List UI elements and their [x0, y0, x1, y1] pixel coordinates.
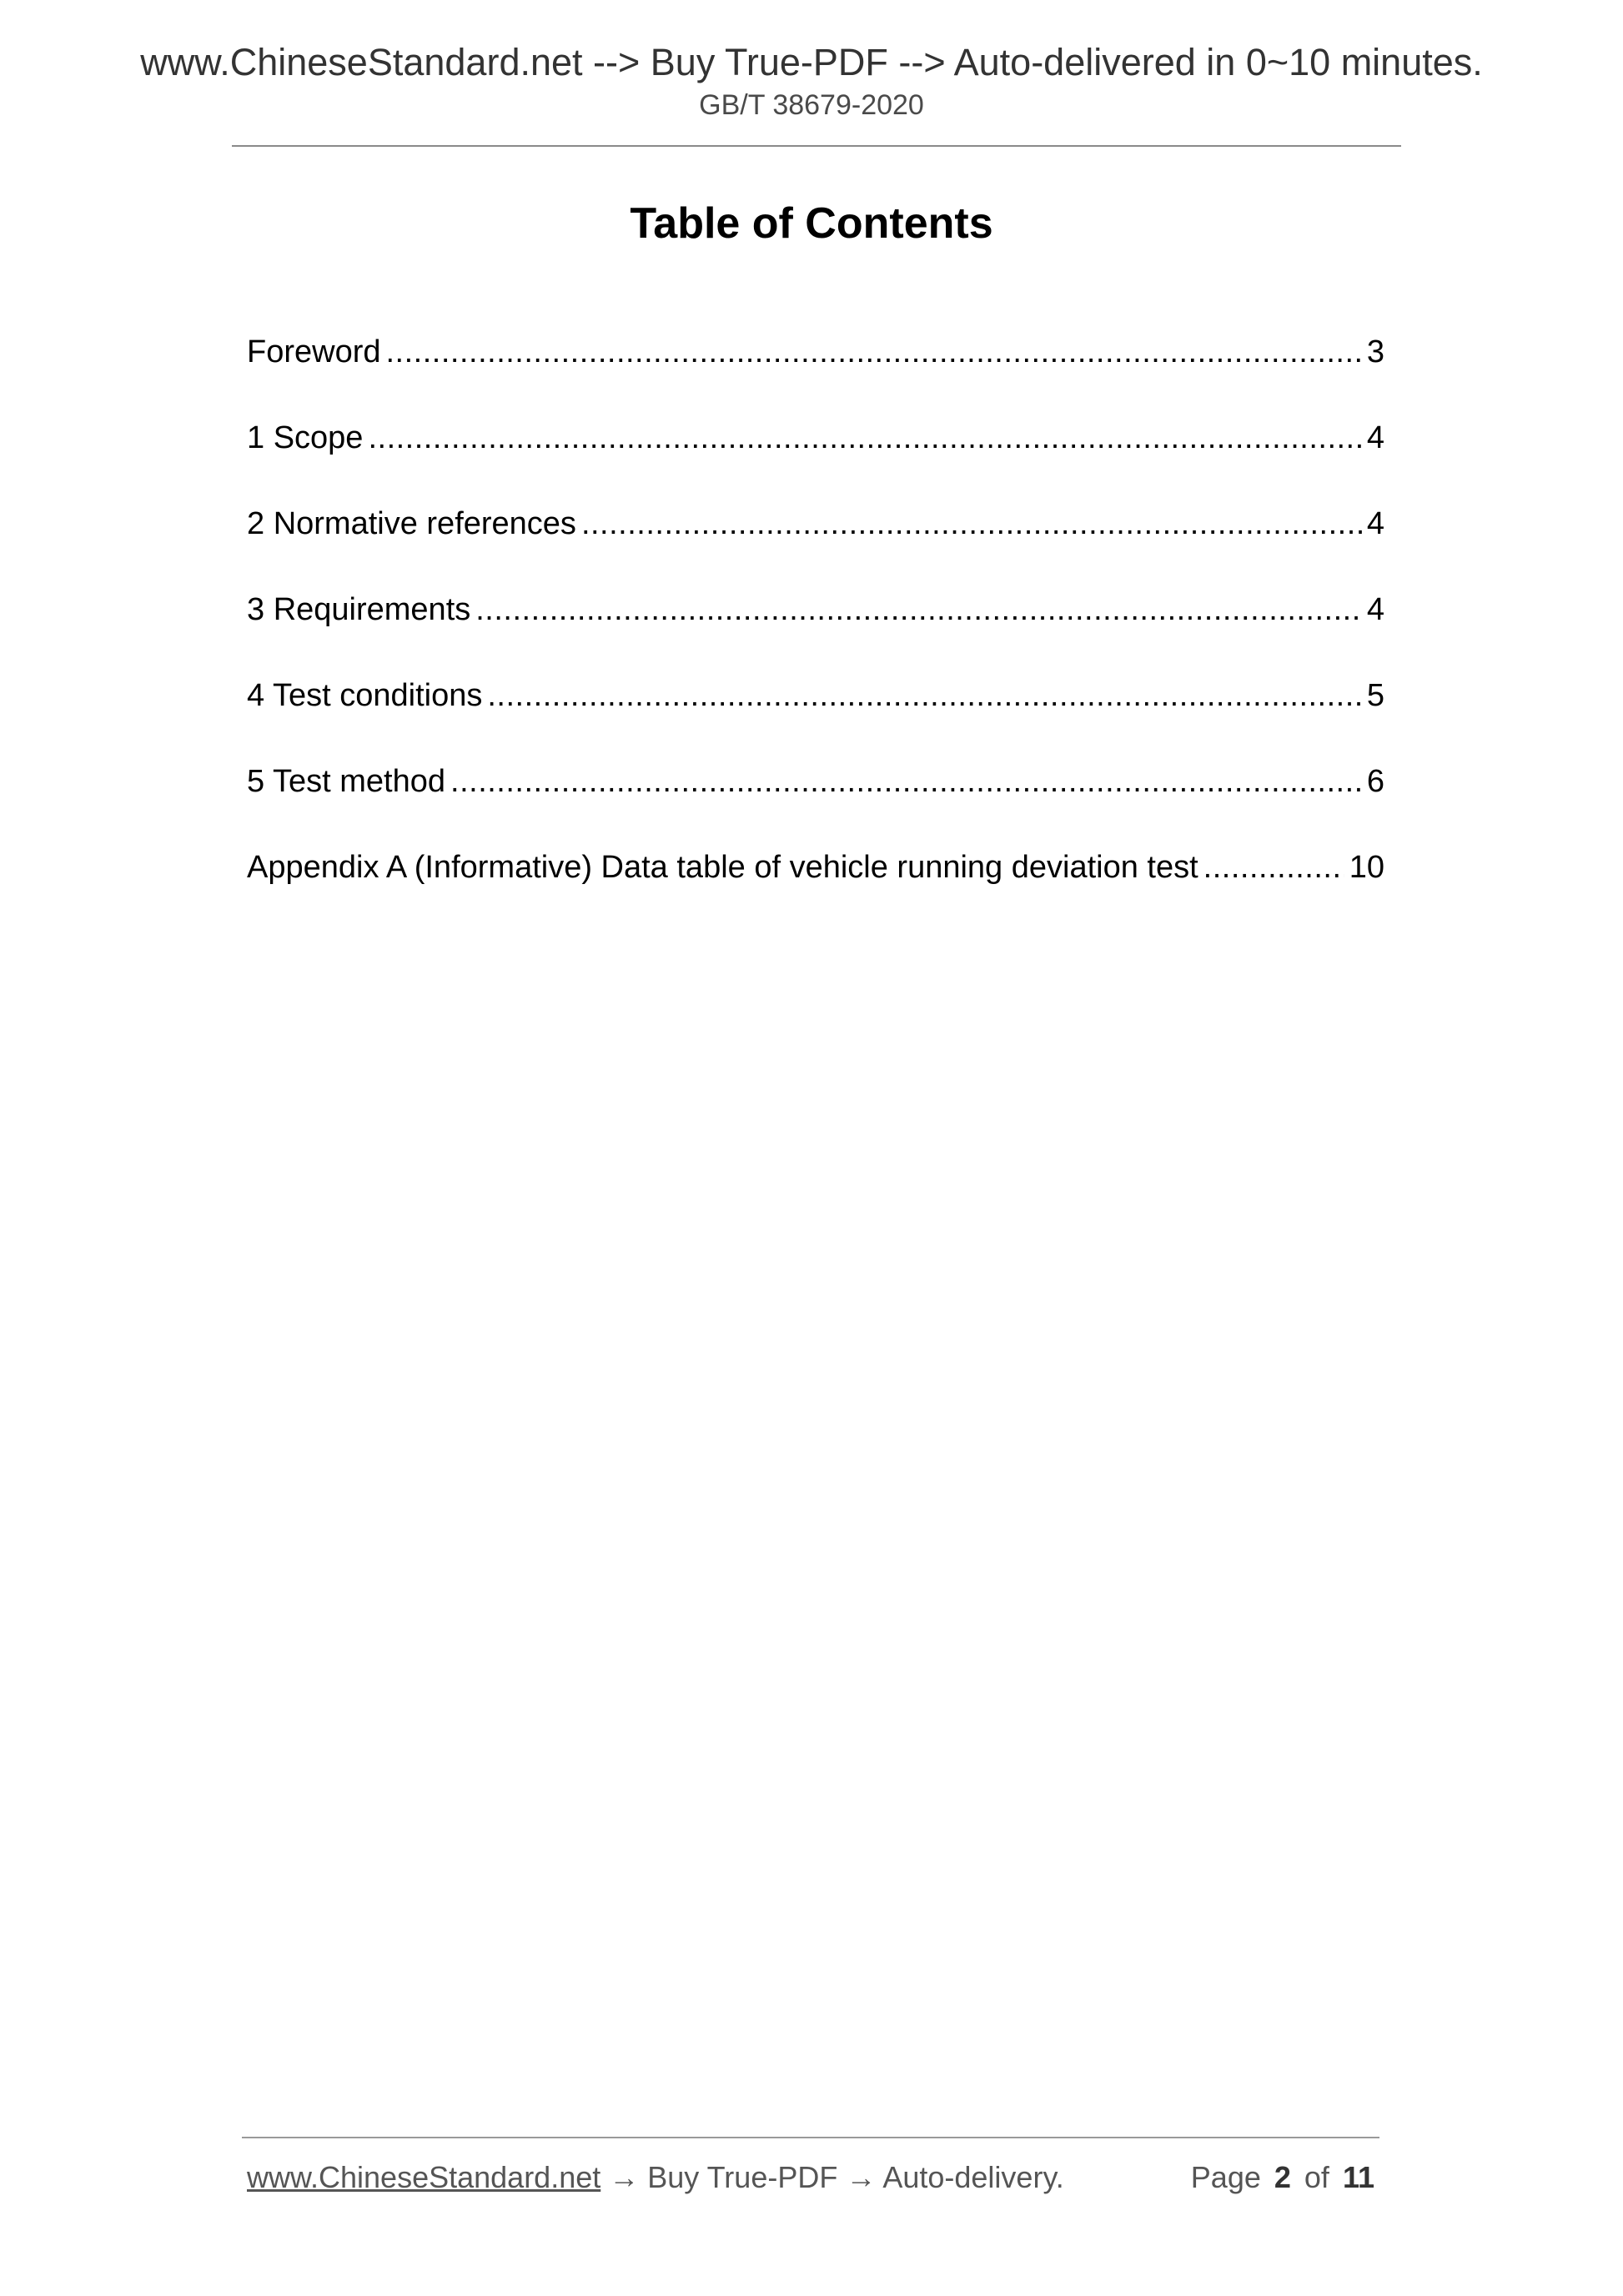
dot-leader	[386, 327, 1362, 377]
toc-entry-appendix-a[interactable]	[247, 842, 1384, 928]
dot-leader	[1203, 842, 1344, 892]
toc-entry-page: 5	[1366, 678, 1384, 713]
toc-entry-page: 10	[1349, 850, 1384, 885]
dot-leader	[368, 413, 1361, 463]
page-title: Table of Contents	[630, 199, 993, 248]
toc-entry-title: 3 Requirements	[247, 592, 471, 627]
toc-entry-title: 4 Test conditions	[247, 678, 483, 713]
toc-entry-test-method[interactable]	[247, 756, 1384, 842]
total-pages-number: 11	[1342, 2160, 1374, 2194]
toc-entry-title: Foreword	[247, 334, 381, 369]
header-divider	[232, 145, 1401, 147]
dot-leader	[475, 585, 1362, 635]
dot-leader	[581, 499, 1362, 549]
toc-entry-page: 3	[1366, 334, 1384, 369]
toc-entry-page: 4	[1366, 420, 1384, 455]
toc-entry-title: 1 Scope	[247, 420, 364, 455]
footer-divider	[242, 2137, 1379, 2138]
toc-entry-page: 4	[1366, 592, 1384, 627]
current-page-number: 2	[1274, 2160, 1291, 2194]
site-banner: www.ChineseStandard.net --> Buy True-PDF --> Auto-delivered in 0~10 minutes.	[140, 41, 1483, 83]
toc-entry-normative-references[interactable]	[247, 499, 1384, 585]
footer-left	[247, 2157, 1064, 2198]
site-link[interactable]: www.ChineseStandard.net	[247, 2160, 601, 2194]
toc-entry-page: 4	[1366, 506, 1384, 541]
toc-entry-foreword[interactable]	[247, 327, 1384, 413]
toc-entry-requirements[interactable]	[247, 585, 1384, 671]
toc-entry-test-conditions[interactable]	[247, 671, 1384, 756]
toc-entry-title: 2 Normative references	[247, 506, 576, 541]
of-label: of	[1304, 2160, 1329, 2194]
dot-leader	[487, 671, 1361, 721]
toc-entry-title: Appendix A (Informative) Data table of vehicle running deviation test	[247, 850, 1198, 885]
standard-number: GB/T 38679-2020	[699, 89, 924, 121]
page-label: Page	[1190, 2160, 1261, 2194]
page-indicator	[1191, 2157, 1374, 2198]
dot-leader	[450, 756, 1362, 806]
toc-list	[247, 327, 1384, 928]
toc-entry-title: 5 Test method	[247, 764, 446, 799]
toc-entry-page: 6	[1366, 764, 1384, 799]
page-footer	[247, 2157, 1374, 2198]
footer-tagline: → Buy True-PDF → Auto-delivery.	[609, 2160, 1064, 2194]
toc-entry-scope[interactable]	[247, 413, 1384, 499]
